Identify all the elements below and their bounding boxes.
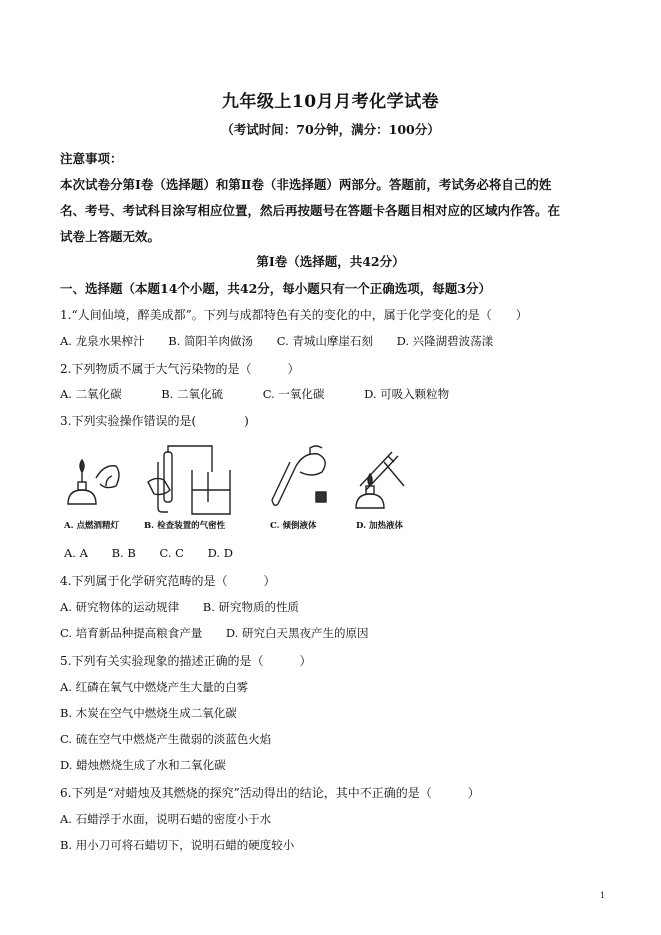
question-3-stem: 3.下列实验操作错误的是( ): [60, 414, 249, 428]
question-1-stem: 1.“人间仙境，醉美成都”。下列与成都特色有关的变化的中，属于化学变化的是（ ）: [60, 308, 528, 322]
section-heading: 一、选择题（本题14个小题，共42分，每小题只有一个正确选项，每题3分）: [60, 281, 491, 296]
option-a: A. 二氧化碳: [60, 387, 122, 401]
question-3-options: [64, 546, 253, 560]
question-6-option-b: B. 用小刀可将石蜡切下，说明石蜡的硬度较小: [60, 838, 295, 852]
question-1-options: [60, 333, 513, 349]
question-6-option-a: A. 石蜡浮于水面，说明石蜡的密度小于水: [60, 812, 272, 826]
question-5-option-b: B. 木炭在空气中燃烧生成二氧化碳: [60, 706, 237, 720]
question-5-option-d: D. 蜡烛燃烧生成了水和二氧化碳: [60, 758, 226, 772]
option-a: A. 研究物体的运动规律: [60, 600, 180, 614]
option-a: A. 龙泉水果榨汁: [60, 334, 145, 348]
question-5-option-c: C. 硫在空气中燃烧产生微弱的淡蓝色火焰: [60, 732, 272, 746]
option-d: D. 兴隆湖碧波荡漾: [396, 334, 494, 348]
option-b: B. 简阳羊肉做汤: [168, 334, 254, 348]
option-d: D. 研究白天黑夜产生的原因: [225, 626, 369, 640]
question-4-stem: 4.下列属于化学研究范畴的是（ ）: [60, 574, 276, 588]
question-4-options-row-1: [60, 599, 319, 615]
exam-subtitle: （考试时间：70分钟，满分：100分）: [221, 122, 440, 137]
option-a: A. A: [64, 546, 88, 560]
exam-title: 九年级上10月月考化学试卷: [221, 92, 440, 112]
figure-caption-b: B. 检查装置的气密性: [144, 521, 226, 531]
question-2-options: [60, 386, 469, 402]
question-3-figure: [60, 442, 410, 532]
question-4-options-row-2: [60, 625, 388, 641]
option-c: C. 青城山摩崖石刻: [276, 334, 373, 348]
part1-heading: 第Ⅰ卷（选择题，共42分）: [256, 254, 405, 269]
question-6-stem: 6.下列是“对蜡烛及其燃烧的探究”活动得出的结论，其中不正确的是（ ）: [60, 786, 480, 800]
question-2-stem: 2.下列物质不属于大气污染物的是（ ）: [60, 362, 300, 376]
airtightness-apparatus-icon: [148, 446, 230, 514]
heating-liquid-icon: [356, 452, 404, 508]
notice-line-1: 本次试卷分第Ⅰ卷（选择题）和第Ⅱ卷（非选择题）两部分。答题前，考试务必将自己的姓: [60, 177, 552, 192]
option-b: B. 研究物质的性质: [202, 600, 300, 614]
option-b: B. 二氧化硫: [161, 387, 224, 401]
alcohol-lamp-icon: [68, 460, 119, 504]
figure-caption-c: C. 倾倒液体: [270, 521, 317, 531]
notice-line-2: 名、考号、考试科目涂写相应位置，然后再按题号在答题卡各题目相对应的区域内作答。在: [60, 203, 561, 218]
option-c: C. 培育新品种提高粮食产量: [60, 626, 203, 640]
option-b: B. B: [111, 546, 136, 560]
figure-caption-a: A. 点燃酒精灯: [64, 521, 120, 531]
option-d: D. 可吸入颗粒物: [364, 387, 450, 401]
option-d: D. D: [207, 546, 233, 560]
page-number: 1: [599, 891, 605, 900]
figure-caption-d: D. 加热液体: [356, 521, 403, 531]
notice-line-3: 试卷上答题无效。: [60, 229, 161, 244]
question-5-option-a: A. 红磷在氧气中燃烧产生大量的白雾: [60, 680, 249, 694]
option-c: C. C: [159, 546, 184, 560]
pouring-liquid-icon: [272, 446, 326, 505]
question-5-stem: 5.下列有关实验现象的描述正确的是（ ）: [60, 654, 312, 668]
option-c: C. 一氧化碳: [262, 387, 325, 401]
notice-heading: 注意事项：: [60, 151, 123, 166]
lab-apparatus-illustration: [60, 442, 410, 517]
